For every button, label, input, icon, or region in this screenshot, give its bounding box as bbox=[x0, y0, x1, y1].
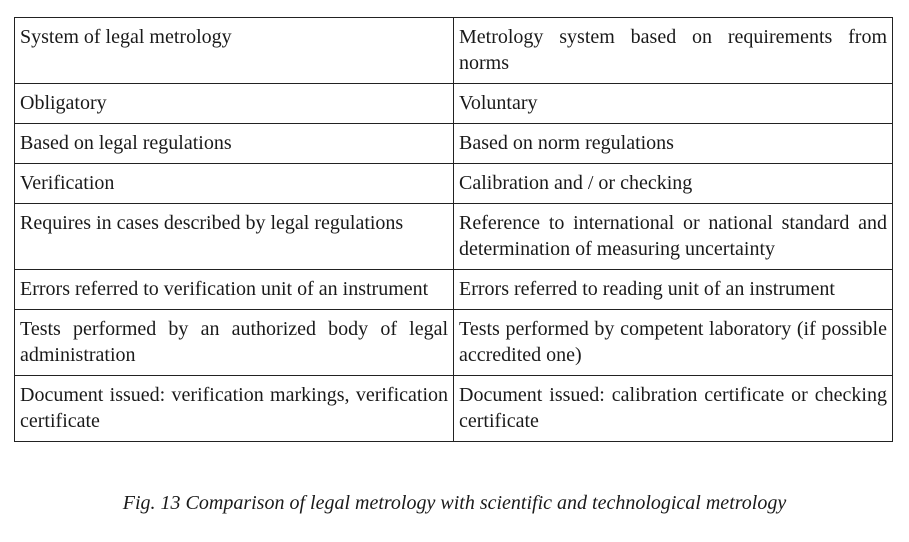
table-cell-legal: Verification bbox=[15, 164, 454, 204]
table-row bbox=[15, 84, 893, 124]
table-row bbox=[15, 376, 893, 442]
table-cell-legal: Based on legal regulations bbox=[15, 124, 454, 164]
table-cell-legal: Obligatory bbox=[15, 84, 454, 124]
table-cell-legal: Requires in cases described by legal regulations bbox=[15, 204, 454, 270]
table-cell-legal: Tests performed by an authorized body of legal administration bbox=[15, 310, 454, 376]
table-cell-norms: Tests performed by competent laboratory (if possible accredited one) bbox=[454, 310, 893, 376]
comparison-table bbox=[14, 17, 893, 442]
table-row bbox=[15, 164, 893, 204]
table-cell-norms: Errors referred to reading unit of an instrument bbox=[454, 270, 893, 310]
table-cell-legal: System of legal metrology bbox=[15, 18, 454, 84]
table-row bbox=[15, 310, 893, 376]
table-cell-norms: Document issued: calibration certificate or checking certificate bbox=[454, 376, 893, 442]
figure-caption: Fig. 13 Comparison of legal metrology with scientific and technological metrology bbox=[122, 492, 787, 514]
table-row bbox=[15, 270, 893, 310]
table-row bbox=[15, 204, 893, 270]
table-cell-legal: Errors referred to verification unit of an instrument bbox=[15, 270, 454, 310]
table-cell-norms: Reference to international or national standard and determination of measuring uncertainty bbox=[454, 204, 893, 270]
table-row bbox=[15, 124, 893, 164]
table-cell-norms: Metrology system based on requirements from norms bbox=[454, 18, 893, 84]
table-cell-legal: Document issued: verification markings, verification certificate bbox=[15, 376, 454, 442]
table-cell-norms: Calibration and / or checking bbox=[454, 164, 893, 204]
table-cell-norms: Voluntary bbox=[454, 84, 893, 124]
table-cell-norms: Based on norm regulations bbox=[454, 124, 893, 164]
table-row bbox=[15, 18, 893, 84]
